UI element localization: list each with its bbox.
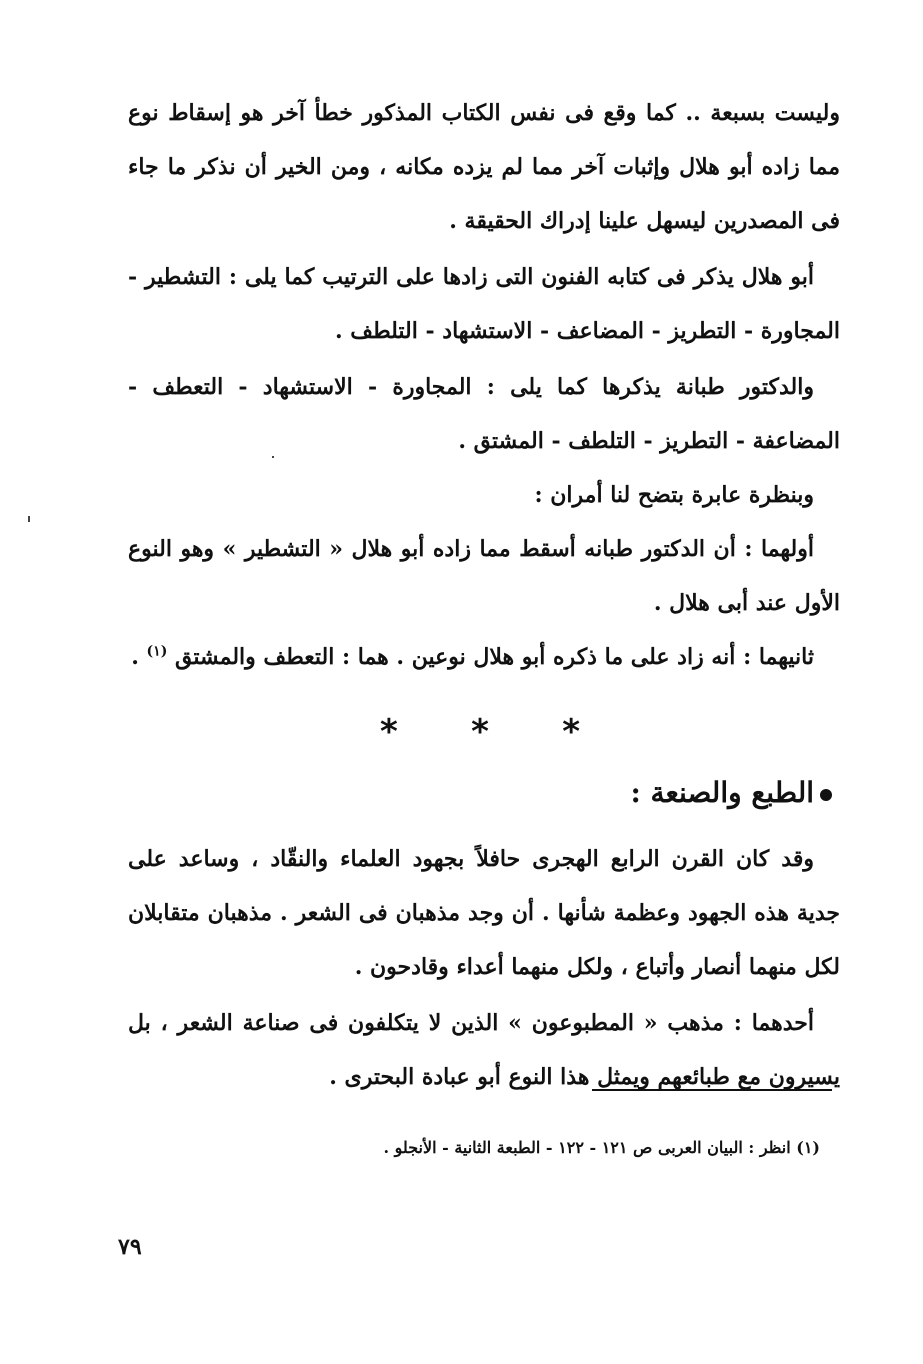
footnote-divider [592, 1089, 832, 1091]
page-number: ٧٩ [118, 1234, 142, 1260]
separator-star: * [380, 712, 398, 752]
paragraph-7: وقد كان القرن الرابع الهجرى حافلاً بجهود العلماء والنقّاد ، وساعد على جدية هذه الجهود وعظمة شأنها . أن وجد مذهبان فى الشعر . مذهبان متقابلان لكل منهما أنصار وأتباع ، ولكل منهما أعداء وقادحون . [128, 846, 840, 980]
main-text-bottom [128, 832, 840, 1104]
paragraph-6 [128, 630, 840, 684]
section-heading [400, 776, 832, 809]
footnote: (١) انظر : البيان العربى ص ١٢١ - ١٢٢ - الطبعة الثانية - الأنجلو . [383, 1138, 820, 1157]
paragraph-5: أولهما : أن الدكتور طبانه أسقط مما زاده أبو هلال « التشطير » وهو النوع الأول عند أبى هلال . [128, 536, 840, 616]
paragraph-6-text: ثانيهما : أنه زاد على ما ذكره أبو هلال نوعين . هما : التعطف والمشتق [174, 644, 814, 670]
section-heading-text: الطبع والصنعة : [630, 776, 814, 809]
paragraph-4: وبنظرة عابرة بتضح لنا أمران : [534, 482, 814, 508]
scan-speck [272, 456, 274, 458]
footnote-reference: (١) [146, 643, 168, 660]
bullet-icon [820, 789, 832, 801]
separator-star: * [562, 712, 580, 752]
paragraph-3: والدكتور طبانة يذكرها كما يلى : المجاورة - الاستشهاد - التعطف - المضاعفة - التطريز - التلطف - المشتق . [128, 374, 840, 454]
scan-speck [28, 516, 30, 522]
section-separator [380, 712, 580, 752]
separator-star: * [471, 712, 489, 752]
paragraph-6-end: . [131, 644, 147, 670]
paragraph-8: أحدهما : مذهب « المطبوعون » الذين لا يتكلفون فى صناعة الشعر ، بل يسيرون مع طبائعهم ويمثل هذا النوع أبو عبادة البحترى . [128, 1010, 840, 1090]
paragraph-1: وليست بسبعة .. كما وقع فى نفس الكتاب المذكور خطأ آخر هو إسقاط نوع مما زاده أبو هلال وإثبات آخر مما لم يزده مكانه ، ومن الخير أن نذكر ما جاء فى المصدرين ليسهل علينا إدراك الحقيقة . [128, 100, 840, 234]
main-text-top [128, 86, 840, 684]
paragraph-2: أبو هلال يذكر فى كتابه الفنون التى زادها على الترتيب كما يلى : التشطير - المجاورة - التطريز - المضاعف - الاستشهاد - التلطف . [128, 264, 840, 344]
